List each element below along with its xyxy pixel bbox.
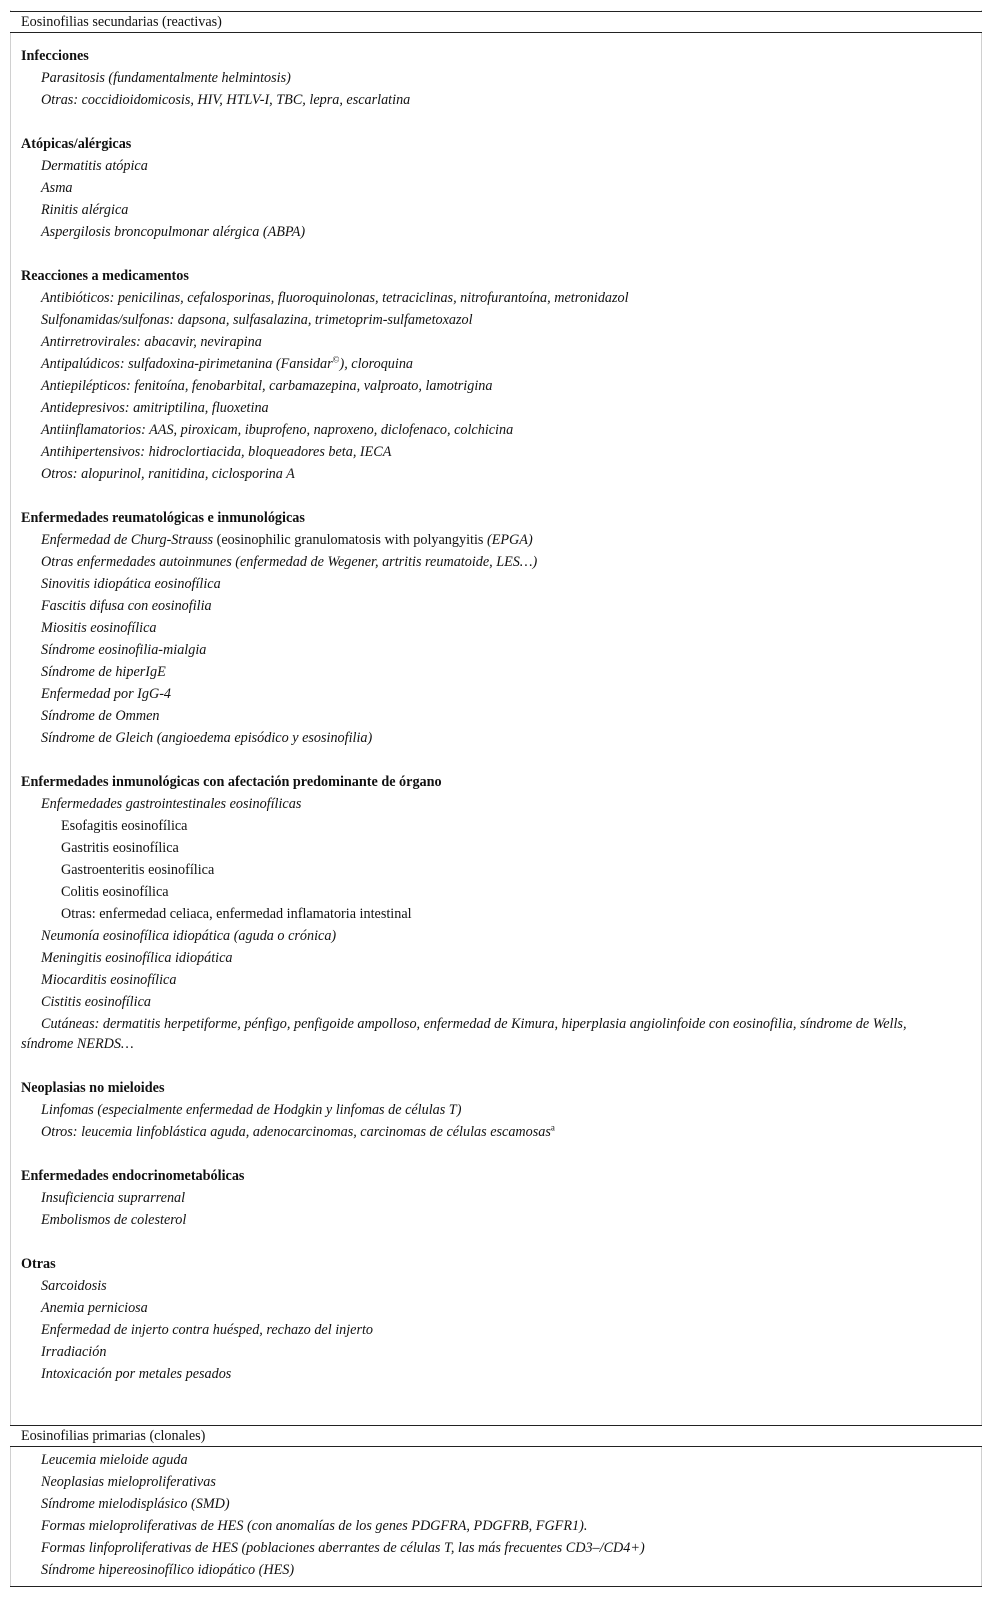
list-item: Otras enfermedades autoinmunes (enfermedad de Wegener, artritis reumatoide, LES…) xyxy=(41,554,538,570)
list-item: Sulfonamidas/sulfonas: dapsona, sulfasalazina, trimetoprim-sulfametoxazol xyxy=(41,312,473,328)
list-item: Antidepresivos: amitriptilina, fluoxetina xyxy=(41,400,269,416)
list-item: Antiepilépticos: fenitoína, fenobarbital, carbamazepina, valproato, lamotrigina xyxy=(41,378,493,394)
group-medicamentos xyxy=(21,265,946,485)
list-item: Antiinflamatorios: AAS, piroxicam, ibuprofeno, naproxeno, diclofenaco, colchicina xyxy=(41,422,514,438)
churg-strauss-english: (eosinophilic granulomatosis with polyangyitis xyxy=(213,532,487,548)
list-item: Fascitis difusa con eosinofilia xyxy=(41,598,212,614)
list-item: Intoxicación por metales pesados xyxy=(41,1366,232,1382)
list-item-otros-neoplasias xyxy=(21,1121,946,1143)
list-item-gi: Enfermedades gastrointestinales eosinofílicas xyxy=(41,796,302,812)
list-item: Síndrome de Gleich (angioedema episódico y esosinofilia) xyxy=(41,730,373,746)
list-item: Cistitis eosinofílica xyxy=(41,994,151,1010)
secondary-body xyxy=(21,45,946,1407)
group-title: Neoplasias no mieloides xyxy=(21,1080,165,1096)
list-item: Síndrome mielodisplásico (SMD) xyxy=(41,1496,230,1512)
list-item: Formas mieloproliferativas de HES (con anomalías de los genes PDGFRA, PDGFRB, FGFR1). xyxy=(41,1518,588,1534)
sub-list-item: Esofagitis eosinofílica xyxy=(61,818,188,834)
list-item: Meningitis eosinofílica idiopática xyxy=(41,950,233,966)
primary-body xyxy=(21,1449,946,1581)
sub-list-item: Gastroenteritis eosinofílica xyxy=(61,862,215,878)
footnote-mark: a xyxy=(550,1122,555,1133)
list-item: Aspergilosis broncopulmonar alérgica (ABPA) xyxy=(41,224,306,240)
antipaludicos-tail: ), cloroquina xyxy=(339,356,414,372)
antipaludicos-text: Antipalúdicos: sulfadoxina-pirimetanina (Fansidar xyxy=(41,356,333,372)
list-item: Síndrome hipereosinofílico idiopático (HES) xyxy=(41,1562,295,1578)
list-item: Otras: coccidioidomicosis, HIV, HTLV-I, TBC, lepra, escarlatina xyxy=(41,92,411,108)
list-item: Sinovitis idiopática eosinofílica xyxy=(41,576,221,592)
list-item: Anemia perniciosa xyxy=(41,1300,148,1316)
group-title: Atópicas/alérgicas xyxy=(21,136,132,152)
list-item: Dermatitis atópica xyxy=(41,158,148,174)
group-neoplasias xyxy=(21,1077,946,1143)
group-title: Enfermedades reumatológicas e inmunológicas xyxy=(21,510,305,526)
list-item-cutaneas: Cutáneas: dermatitis herpetiforme, pénfigo, penfigoide ampolloso, enfermedad de Kimura, hiperplasia angiolinfoide con eosinofilia, síndrome de Wells, síndrome NERDS… xyxy=(21,1016,907,1052)
list-item: Insuficiencia suprarrenal xyxy=(41,1190,186,1206)
sub-list-item: Colitis eosinofílica xyxy=(61,884,169,900)
group-otras xyxy=(21,1253,946,1385)
group-infecciones xyxy=(21,45,946,111)
churg-strauss-abbr: (EPGA) xyxy=(486,532,533,548)
list-item: Neoplasias mieloproliferativas xyxy=(41,1474,216,1490)
list-item: Antibióticos: penicilinas, cefalosporinas, fluoroquinolonas, tetraciclinas, nitrofurantoína, metronidazol xyxy=(41,290,629,306)
sub-list-item: Otras: enfermedad celiaca, enfermedad inflamatoria intestinal xyxy=(61,906,412,922)
list-item: Antihipertensivos: hidroclortiacida, bloqueadores beta, IECA xyxy=(41,444,392,460)
otros-neoplasias-text: Otros: leucemia linfoblástica aguda, adenocarcinomas, carcinomas de células escamosas xyxy=(41,1124,551,1140)
list-item: Otros: alopurinol, ranitidina, ciclosporina A xyxy=(41,466,295,482)
list-item: Parasitosis (fundamentalmente helmintosis) xyxy=(41,70,291,86)
list-item: Embolismos de colesterol xyxy=(41,1212,187,1228)
list-item-churg-strauss xyxy=(21,529,946,551)
list-item-antipaludicos xyxy=(21,353,946,375)
group-title: Reacciones a medicamentos xyxy=(21,268,189,284)
list-item: Formas linfoproliferativas de HES (poblaciones aberrantes de células T, las más frecuentes CD3–/CD4+) xyxy=(41,1540,645,1556)
list-item: Sarcoidosis xyxy=(41,1278,107,1294)
group-title: Otras xyxy=(21,1256,56,1272)
group-organo xyxy=(21,771,946,1055)
list-item: Síndrome eosinofilia-mialgia xyxy=(41,642,207,658)
copyright-mark: © xyxy=(332,354,340,365)
primary-header: Eosinofilias primarias (clonales) xyxy=(10,1425,982,1447)
list-item: Neumonía eosinofílica idiopática (aguda o crónica) xyxy=(41,928,337,944)
list-item: Miocarditis eosinofílica xyxy=(41,972,177,988)
list-item: Síndrome de hiperIgE xyxy=(41,664,166,680)
sub-list-item: Gastritis eosinofílica xyxy=(61,840,179,856)
table-bottom-rule xyxy=(10,1586,982,1587)
churg-strauss-name: Enfermedad de Churg-Strauss xyxy=(41,532,214,548)
list-item: Rinitis alérgica xyxy=(41,202,129,218)
list-item: Síndrome de Ommen xyxy=(41,708,160,724)
list-item: Leucemia mieloide aguda xyxy=(41,1452,188,1468)
list-item: Antirretrovirales: abacavir, nevirapina xyxy=(41,334,262,350)
group-reumatologicas xyxy=(21,507,946,749)
list-item: Linfomas (especialmente enfermedad de Hodgkin y linfomas de células T) xyxy=(41,1102,462,1118)
group-title: Enfermedades endocrinometabólicas xyxy=(21,1168,245,1184)
group-endocrinometabolicas xyxy=(21,1165,946,1231)
group-atopicas xyxy=(21,133,946,243)
group-title: Enfermedades inmunológicas con afectación predominante de órgano xyxy=(21,774,442,790)
list-item: Enfermedad por IgG-4 xyxy=(41,686,172,702)
list-item: Enfermedad de injerto contra huésped, rechazo del injerto xyxy=(41,1322,374,1338)
list-item: Irradiación xyxy=(41,1344,107,1360)
group-title: Infecciones xyxy=(21,48,89,64)
secondary-header: Eosinofilias secundarias (reactivas) xyxy=(10,11,982,33)
list-item: Asma xyxy=(41,180,73,196)
list-item: Miositis eosinofílica xyxy=(41,620,157,636)
